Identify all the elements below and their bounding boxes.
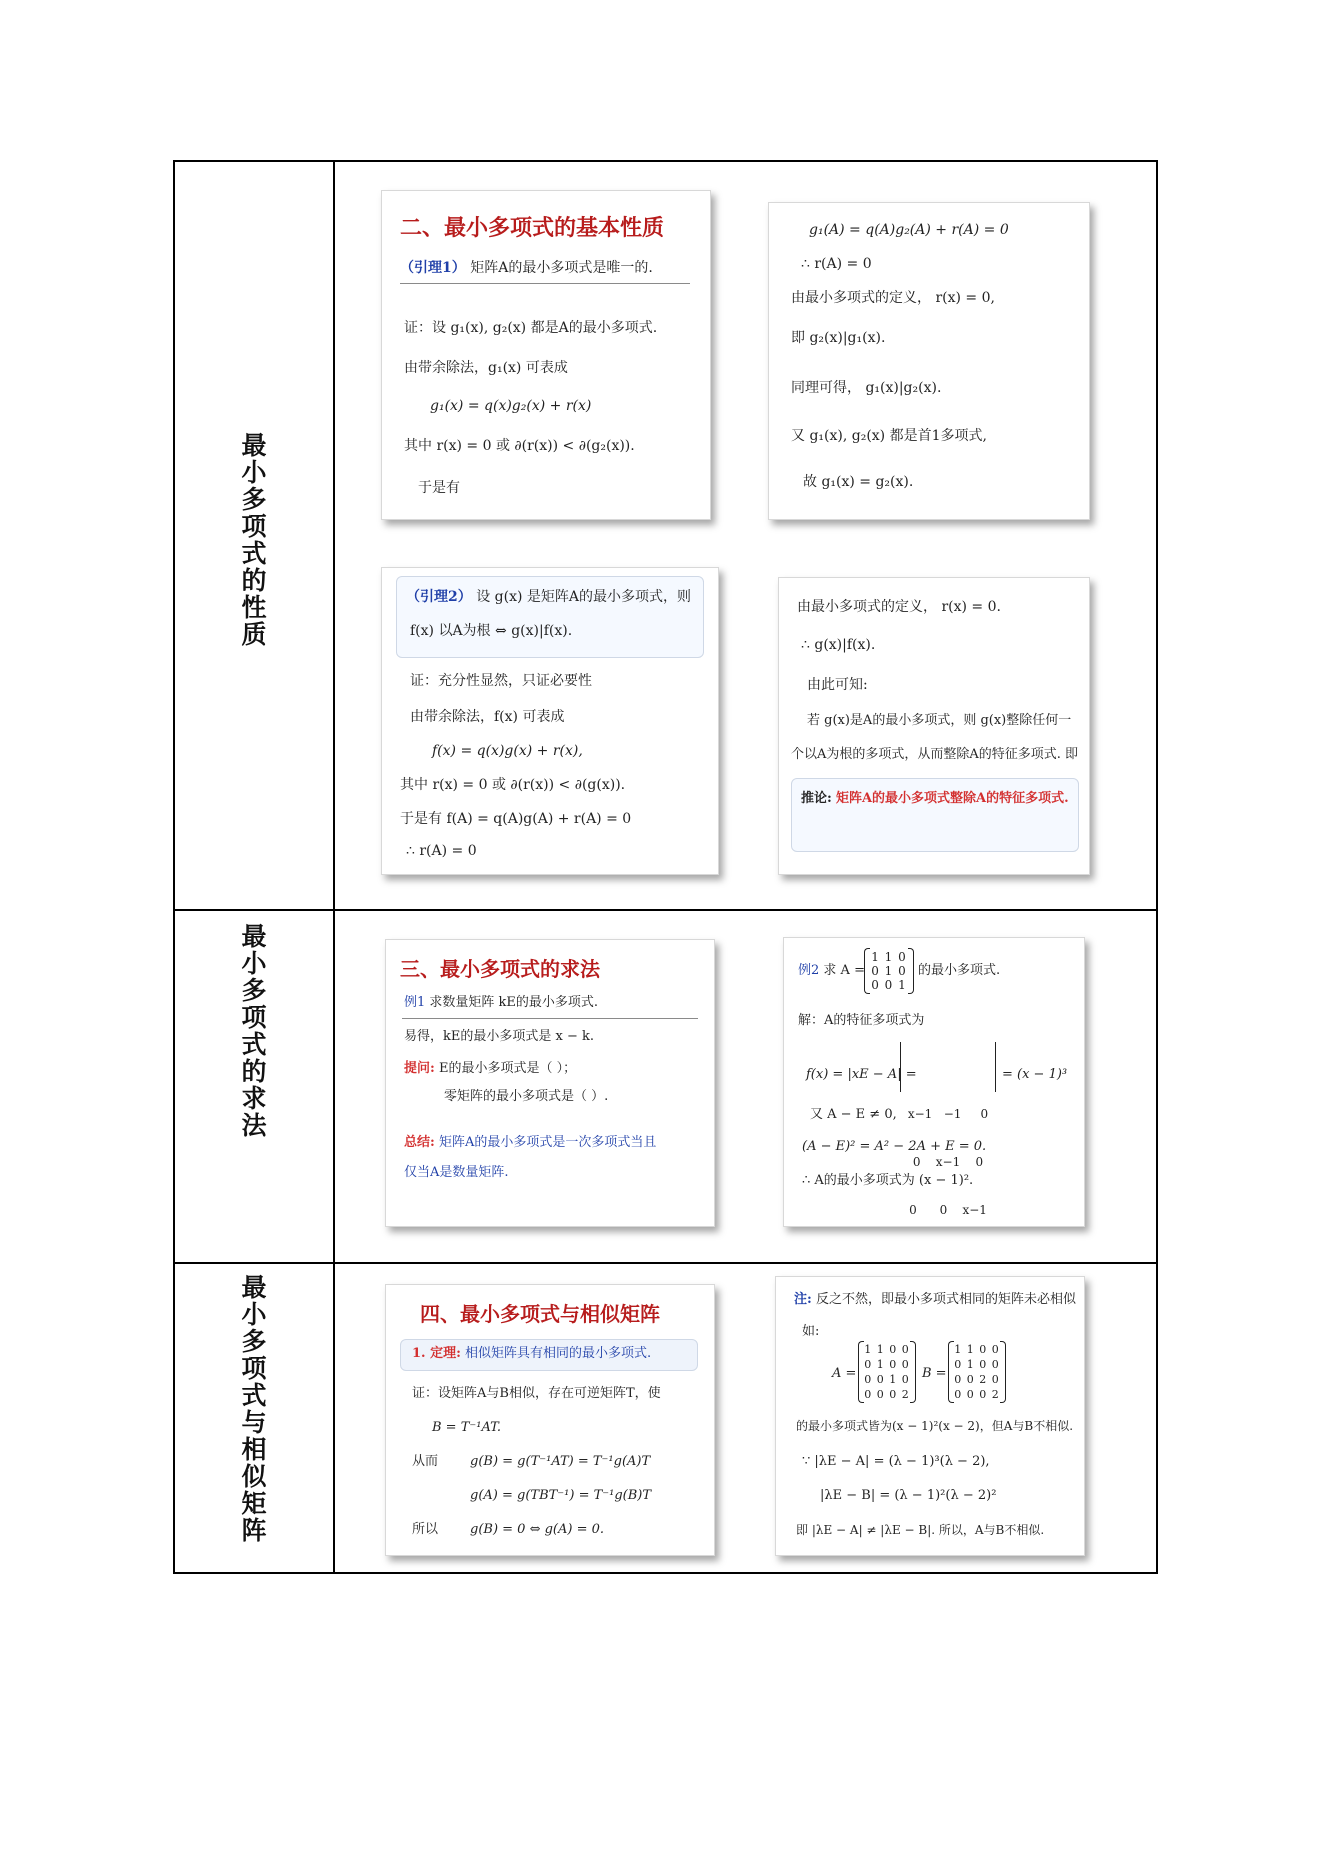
determinant-row: x−1 −1 0: [907, 1107, 989, 1121]
matrix: [864, 948, 914, 994]
formula-line: = (x − 1)³: [1002, 1067, 1068, 1082]
divider: [400, 283, 690, 284]
outline-table: [173, 160, 1158, 1574]
proof-line: 同理可得， g₁(x)|g₂(x).: [791, 380, 942, 396]
slide: [768, 202, 1090, 520]
slide-title: 四、最小多项式与相似矩阵: [420, 1302, 660, 1326]
determinant-row: 0 0 x−1: [909, 1203, 987, 1217]
proof-line: 所以: [412, 1522, 439, 1537]
solution-line: 又 A − E ≠ 0,: [810, 1107, 897, 1122]
slide: [778, 577, 1090, 875]
lemma-tag: （引理1）: [400, 260, 466, 276]
note-text: 反之不然，即最小多项式相同的矩阵未必相似: [815, 1292, 1076, 1307]
solution-line: 易得，kE的最小多项式是 x − k.: [404, 1029, 594, 1044]
proof-line: ∴ g(x)|f(x).: [801, 637, 876, 653]
formula-line: (A − E)² = A² − 2A + E = 0.: [802, 1139, 987, 1154]
row-label: 最小多项式的性质: [241, 431, 267, 649]
proof-line: 若 g(x)是A的最小多项式，则 g(x)整除任何一: [807, 713, 1072, 728]
table-row: [175, 911, 1156, 1264]
note-line: ∵ |λE − A| = (λ − 1)³(λ − 2),: [802, 1454, 990, 1469]
proof-line: 故 g₁(x) = g₂(x).: [803, 474, 914, 490]
formula-line: g(B) = g(T⁻¹AT) = T⁻¹g(A)T: [470, 1454, 651, 1469]
formula-line: g₁(A) = q(A)g₂(A) + r(A) = 0: [809, 222, 1009, 238]
prompt-line: E的最小多项式是（ ）；: [438, 1061, 577, 1076]
formula-line: B = T⁻¹AT.: [432, 1420, 502, 1435]
proof-line: ∴ r(A) = 0: [406, 843, 477, 859]
corollary-text: 矩阵A的最小多项式整除A的特征多项式.: [835, 791, 1069, 806]
slide: [381, 190, 711, 520]
proof-line: 个以A为根的多项式，从而整除A的特征多项式. 即: [791, 747, 1079, 762]
determinant: [900, 1042, 996, 1217]
slide: [783, 937, 1085, 1227]
matrix-row: 0 0 1: [871, 978, 907, 992]
formula-line: g(B) = 0 ⇔ g(A) = 0.: [470, 1522, 605, 1537]
solution-line: ∴ A的最小多项式为 (x − 1)².: [802, 1173, 974, 1188]
slide: [381, 567, 719, 875]
formula-line: g(A) = g(TBT⁻¹) = T⁻¹g(B)T: [470, 1488, 652, 1503]
example-tag: 例2: [798, 963, 820, 978]
row-label-cell: [175, 1264, 335, 1572]
theorem-tag: 1. 定理:: [412, 1346, 461, 1361]
solution-line: 解：A的特征多项式为: [798, 1013, 925, 1028]
proof-line: ∴ r(A) = 0: [801, 256, 872, 272]
matrix-row: 0 0 1 0: [864, 1373, 910, 1386]
proof-line: 证：充分性显然，只证必要性: [410, 673, 592, 689]
proof-line: 于是有 f(A) = q(A)g(A) + r(A) = 0: [400, 811, 632, 827]
proof-line: 于是有: [418, 480, 460, 496]
summary-text: 矩阵A的最小多项式是一次多项式当且: [438, 1135, 657, 1150]
matrix-b: [948, 1341, 1006, 1403]
formula-line: f(x) = |xE − A| =: [806, 1067, 917, 1082]
proof-line: 又 g₁(x), g₂(x) 都是首1多项式,: [791, 428, 987, 444]
matrix-row: 0 1 0 0: [864, 1358, 910, 1371]
matrix-row: 0 1 0 0: [954, 1358, 1000, 1371]
matrix-row: 0 0 0 2: [954, 1388, 1000, 1401]
proof-line: 证：设矩阵A与B相似，存在可逆矩阵T，使: [412, 1386, 661, 1401]
slide: [385, 1284, 715, 1556]
proof-line: 其中 r(x) = 0 或 ∂(r(x)) < ∂(g(x)).: [400, 777, 626, 793]
matrix-label: A =: [832, 1366, 857, 1381]
row-label-cell: [175, 911, 335, 1262]
row-label: 最小多项式与相似矩阵: [241, 1273, 267, 1545]
example-text: 的最小多项式.: [918, 963, 1001, 978]
matrix-row: 0 1 0: [871, 964, 907, 978]
note-line: 的最小多项式皆为(x − 1)²(x − 2)，但A与B不相似.: [796, 1419, 1074, 1433]
slide-title: 三、最小多项式的求法: [400, 957, 600, 981]
table-row: [175, 1264, 1156, 1572]
lemma-text: 矩阵A的最小多项式是唯一的.: [470, 260, 653, 276]
proof-line: 从而: [412, 1454, 439, 1469]
note-line: 即 |λE − A| ≠ |λE − B|. 所以，A与B不相似.: [796, 1523, 1045, 1537]
note-line: 如:: [802, 1324, 820, 1339]
matrix-row: 1 1 0: [871, 950, 907, 964]
determinant-row: 0 x−1 0: [912, 1155, 984, 1169]
proof-line: 由带余除法，f(x) 可表成: [410, 709, 565, 725]
proof-line: 由带余除法，g₁(x) 可表成: [404, 360, 568, 376]
prompt-tag: 提问:: [404, 1061, 435, 1076]
matrix-row: 1 1 0 0: [864, 1343, 910, 1356]
summary-text: 仅当A是数量矩阵.: [404, 1165, 509, 1180]
lemma-text: 设 g(x) 是矩阵A的最小多项式，则: [476, 589, 691, 605]
proof-line: 其中 r(x) = 0 或 ∂(r(x)) < ∂(g₂(x)).: [404, 438, 635, 454]
matrix-row: 1 1 0 0: [954, 1343, 1000, 1356]
proof-line: 由此可知:: [807, 677, 868, 693]
summary-tag: 总结:: [404, 1135, 435, 1150]
matrix-row: 0 0 0 2: [864, 1388, 910, 1401]
formula-line: f(x) = q(x)g(x) + r(x),: [432, 743, 583, 759]
slide-title: 二、最小多项式的基本性质: [400, 216, 665, 241]
example-text: 求数量矩阵 kE的最小多项式.: [429, 995, 599, 1010]
prompt-line: 零矩阵的最小多项式是（ ）.: [444, 1089, 609, 1104]
corollary-tag: 推论:: [801, 791, 832, 806]
divider: [402, 1018, 698, 1019]
formula-line: g₁(x) = q(x)g₂(x) + r(x): [430, 398, 592, 414]
proof-line: 由最小多项式的定义， r(x) = 0,: [791, 290, 995, 306]
lemma-tag: （引理2）: [406, 589, 472, 605]
table-row: [175, 162, 1156, 911]
example-tag: 例1: [404, 995, 426, 1010]
example-text: 求 A =: [823, 963, 865, 978]
lemma-text: f(x) 以A为根 ⇔ g(x)|f(x).: [410, 623, 573, 639]
matrix-row: 0 0 2 0: [954, 1373, 1000, 1386]
theorem-text: 相似矩阵具有相同的最小多项式.: [465, 1346, 652, 1361]
row-label-cell: [175, 162, 335, 909]
proof-line: 由最小多项式的定义， r(x) = 0.: [797, 599, 1001, 615]
proof-line: 证：设 g₁(x), g₂(x) 都是A的最小多项式.: [404, 320, 658, 336]
matrix-label: B =: [922, 1366, 947, 1381]
slide: [385, 939, 715, 1227]
note-tag: 注:: [794, 1292, 812, 1307]
row-label: 最小多项式的求法: [241, 922, 267, 1140]
note-line: |λE − B| = (λ − 1)²(λ − 2)²: [820, 1488, 997, 1503]
matrix-a: [858, 1341, 916, 1403]
proof-line: 即 g₂(x)|g₁(x).: [791, 330, 886, 346]
slide: [775, 1276, 1085, 1556]
